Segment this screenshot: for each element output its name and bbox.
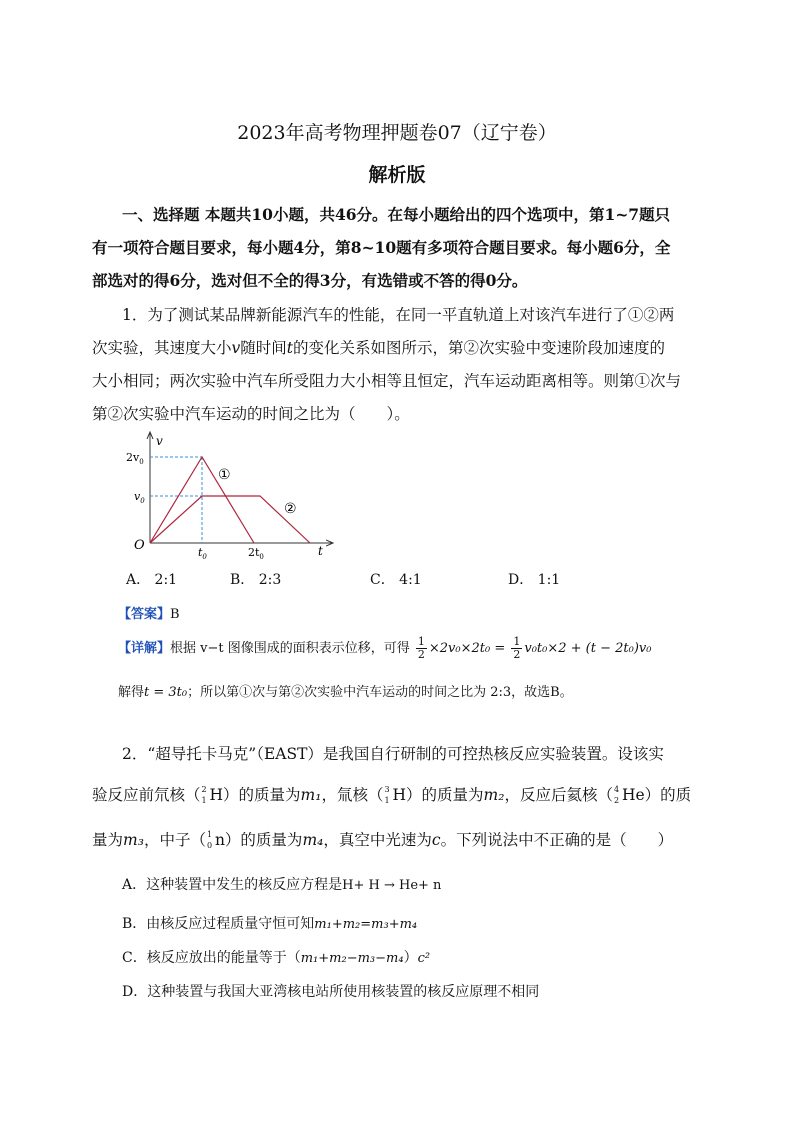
nuclide-tritium: 3 1 [384,785,390,805]
q2-line3: 量为m₃，中子（ 1 0 n）的质量为m₄，真空中光速为c。下列说法中不正确的是（ ） [92,830,674,850]
q1-answer: 【答案】B [118,607,180,622]
fraction-half-1: $\frac{1}{2}$ [417,635,425,661]
nuclide-helium: 4 2 [613,785,620,805]
section-heading-line1: 一、选择题 本题共10小题，共46分。在每小题给出的四个选项中，第1~7题只 [122,205,671,224]
q1-detail: 【详解】根据 v−t 图像围成的面积表示位移，可得 $\frac{1}{2}$ ×2v₀×2t₀ = $\frac{1}{2}$ v₀t₀×2 + (t − 2t₀)v₀ [118,635,652,661]
page-subtitle: 解析版 [368,164,426,186]
origin-label: O [134,538,145,553]
q1-option-c: C． 4:1 [370,572,422,588]
fraction-half-2: $\frac{1}{2}$ [513,635,521,661]
vt-graph [120,425,345,565]
q2-option-c: C．核反应放出的能量等于（m₁+m₂−m₃−m₄）c² [122,950,431,966]
tick-2t0: $2t_0$ [248,546,264,561]
tick-t0: $t_0$ [198,546,207,561]
q1-line1: 1．为了测试某品牌新能源汽车的性能，在同一平直轨道上对该汽车进行了①②两 [122,306,675,324]
y-axis-label: v [156,434,163,448]
q1-option-b: B． 2:3 [230,572,282,588]
q1-solution: 解得t = 3t₀；所以第①次与第②次实验中汽车运动的时间之比为 2:3，故选B。 [118,685,573,700]
q1-option-d: D． 1:1 [508,572,561,588]
page-title: 2023年高考物理押题卷07（辽宁卷） [237,122,557,144]
q2-line2: 验反应前氘核（ 2 1 H）的质量为m₁，氚核（ 3 1 H）的质量为m₂，反应后氦核（ 4 2 He）的质 [92,785,692,805]
q1-line4: 第②次实验中汽车运动的时间之比为（ ）。 [92,405,410,423]
tick-2v0: $2v_0$ [126,451,144,466]
q2-line1: 2．“超导托卡马克”（EAST）是我国自行研制的可控热核反应实验装置。设该实 [122,745,664,763]
section-heading-line2: 有一项符合题目要求，每小题4分，第8~10题有多项符合题目要求。每小题6分，全 [92,238,671,257]
x-axis-label: t [318,544,323,558]
tick-v0: $v_0$ [134,490,145,505]
q2-option-b: B．由核反应过程质量守恒可知m₁+m₂=m₃+m₄ [122,916,418,932]
section-heading-line3: 部选对的得6分，选对但不全的得3分，有选错或不答的得0分。 [92,271,528,290]
nuclide-deuterium: 2 1 [201,785,207,805]
curve-2-label: ② [284,501,297,517]
q1-line3: 大小相同；两次实验中汽车所受阻力大小相等且恒定，汽车运动距离相等。则第①次与 [92,372,682,390]
curve-1-label: ① [218,467,231,483]
q2-option-d: D．这种装置与我国大亚湾核电站所使用核装置的核反应原理不相同 [122,984,540,1000]
q1-line2: 次实验，其速度大小v随时间t的变化关系如图所示，第②次实验中变速阶段加速度的 [92,339,666,357]
q1-option-a: A． 2:1 [126,572,178,588]
q2-option-a: A．这种装置中发生的核反应方程是H+ H → He+ n [122,877,442,893]
nuclide-neutron: 1 0 [206,830,213,850]
